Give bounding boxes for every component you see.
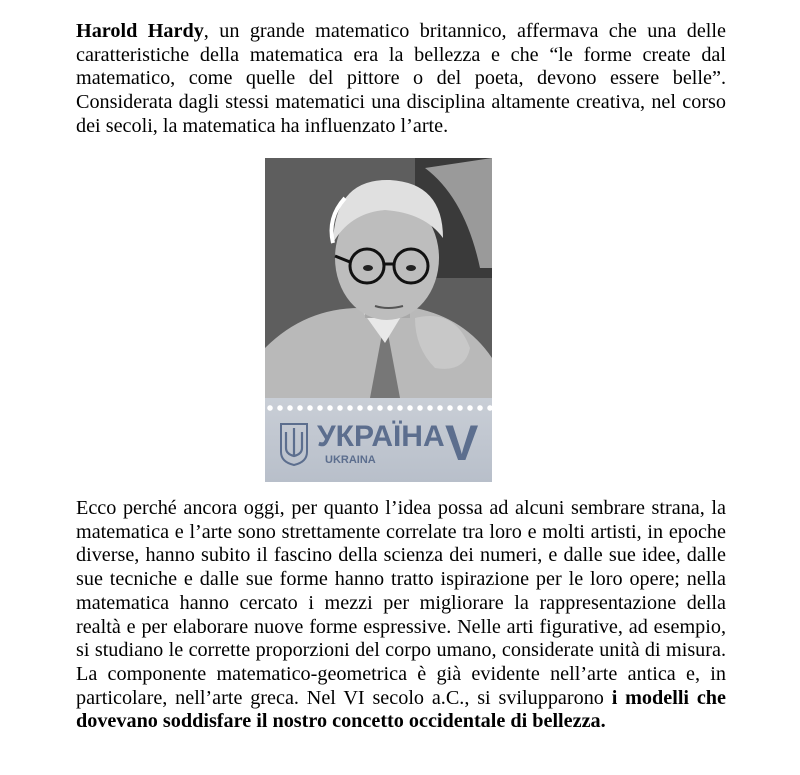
hardy-portrait-photo xyxy=(265,158,492,398)
stamp-perforation xyxy=(265,404,492,412)
trident-icon xyxy=(279,422,309,466)
hardy-name: Harold Hardy xyxy=(76,20,204,42)
intro-text: , un grande matematico britannico, affermava che una delle caratteristiche della matematica era la bellezza e che “le forme create dal matematico, come quelle del pittore o del poeta, devono essere belle”. Considerata dagli stessi matematici una disciplina altamente creativa, nel corso dei secoli, la matematica ha influenzato l’arte. xyxy=(76,20,726,137)
stamp-country-latin-label: UKRAINA xyxy=(325,454,376,466)
body-bold-text: i modelli che dovevano soddisfare il nostro concetto occidentale di bellezza. xyxy=(76,686,726,733)
intro-paragraph xyxy=(76,20,726,139)
stamp-country-label: УКРАЇНА xyxy=(317,420,445,453)
body-paragraph xyxy=(76,497,726,734)
body-text: Ecco perché ancora oggi, per quanto l’idea possa ad alcuni sembrare strana, la matematica e l’arte sono strettamente correlate tra loro e molti artisti, in epoche diverse, hanno subito il fascino della scienza dei numeri, e dalle sue idee, dalle sue tecniche e dalle sue forme hanno tratto ispirazione per le loro opere; nella matematica hanno cercato i mezzi per migliorare la rappresentazione della realtà e per elaborare nuove forme espressive. Nelle arti figurative, ad esempio, si studiano le corrette proporzioni del corpo umano, considerate unità di misura. La componente matematico-geometrica è già evidente nell’arte antica e, in particolare, nell’arte greca. Nel VI secolo a.C., si svilupparono xyxy=(76,497,726,709)
stamp-value-label: V xyxy=(445,415,479,471)
ukraine-stamp-image xyxy=(265,158,492,482)
portrait-illustration xyxy=(265,158,492,398)
